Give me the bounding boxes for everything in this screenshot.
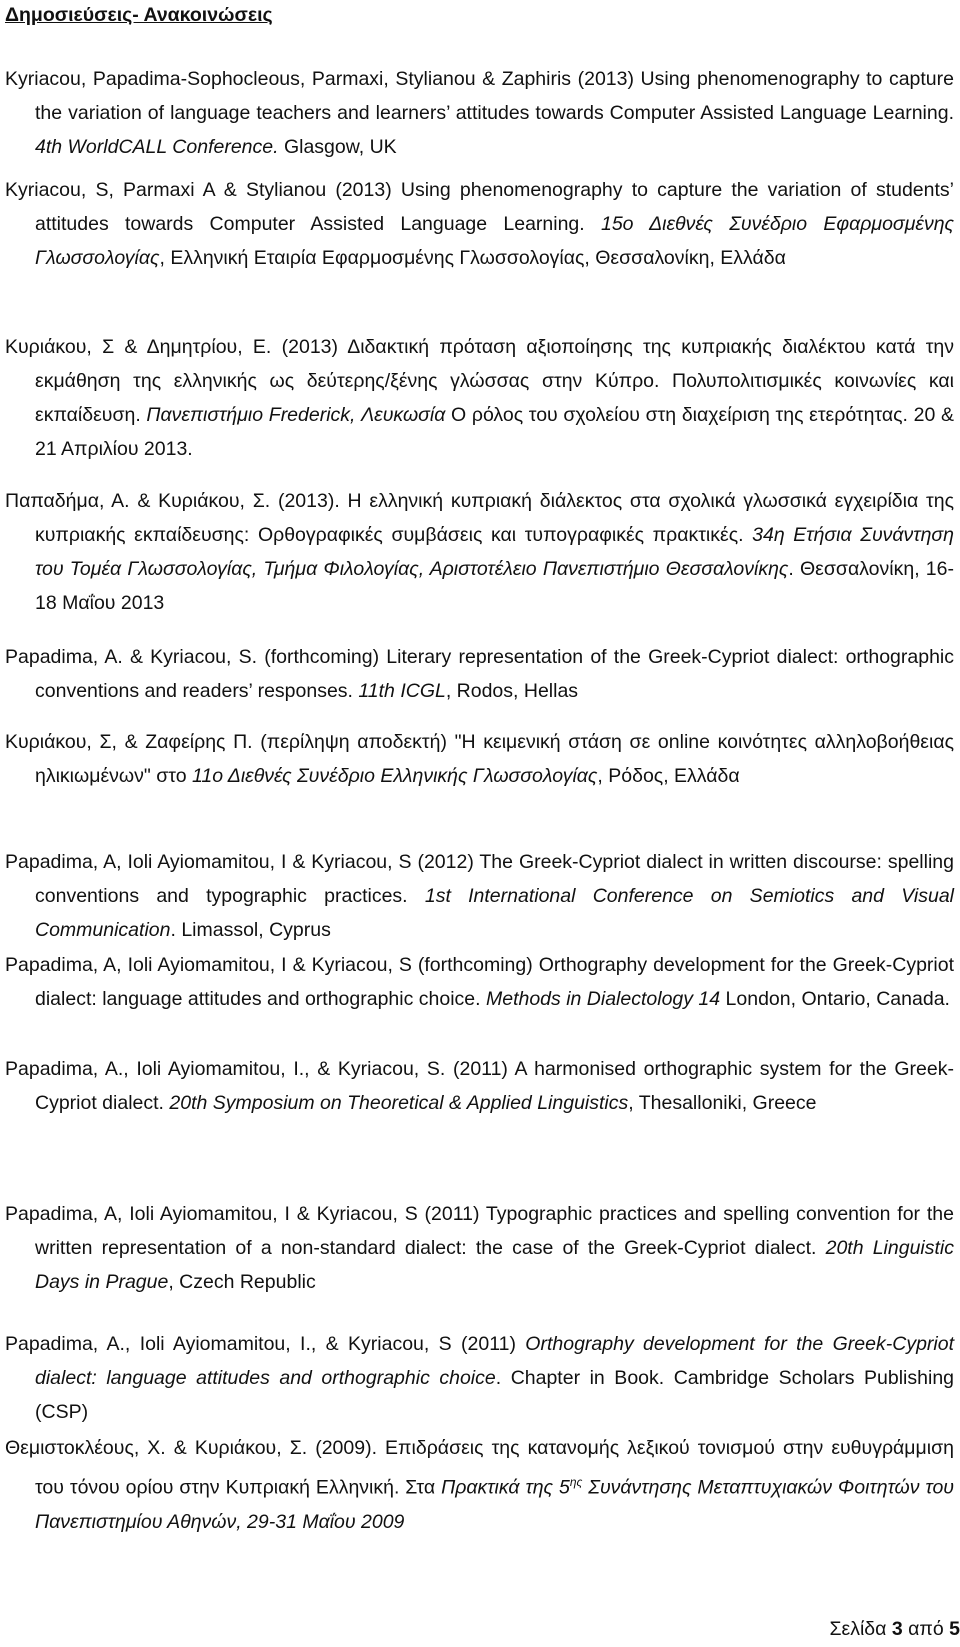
footer-page-number: 3 [891,1618,903,1640]
entry-tail: . Limassol, Cyprus [170,919,331,941]
entry-venue: Orthography development for the Greek-Cypriot dialect: language attitudes and orthographic choice [35,1333,954,1389]
publication-entry [5,1197,954,1299]
page-footer [829,1618,960,1641]
entry-tail: , Ελληνική Εταιρία Εφαρμοσμένης Γλωσσολογίας, Θεσσαλονίκη, Ελλάδα [159,247,786,269]
entry-tail: London, Ontario, Canada. [720,988,950,1010]
publication-entry [5,640,954,708]
entry-tail: Glasgow, UK [278,136,397,158]
entry-tail: , Rodos, Hellas [445,680,579,702]
entry-tail: . Chapter in Book. Cambridge Scholars Publishing (CSP) [35,1367,955,1423]
publication-entry [5,1327,954,1429]
entry-tail: , Ρόδος, Ελλάδα [597,765,740,787]
publication-entry [5,330,954,466]
publication-entry [5,845,954,947]
footer-page-total: 5 [949,1618,960,1640]
entry-venue: 11ο Διεθνές Συνέδριο Ελληνικής Γλωσσολογίας [191,765,598,787]
entry-text: Papadima, A., Ioli Ayiomamitou, I., & Kyriacou, S (2011) [5,1333,526,1355]
page-title: Δημοσιεύσεις- Ανακοινώσεις [5,4,273,26]
entry-venue: Πρακτικά της 5 [441,1476,570,1499]
publication-entry [5,484,954,620]
entry-text: Papadima, A, Ioli Ayiomamitou, I & Kyriacou, S (2011) Typographic practices and spelling convention for the written representation of a non-standard dialect: the case of the Greek-Cypriot dialect. [5,1203,954,1259]
entry-tail: , Thesalloniki, Greece [628,1092,817,1114]
entry-tail: Ο ρόλος του σχολείου στη διαχείριση της ετερότητας. 20 & 21 Απριλίου 2013. [35,404,954,460]
entry-text: Papadima, A. & Kyriacou, S. (forthcoming) Literary representation of the Greek-Cypriot dialect: orthographic conventions and readers’ responses. [5,646,954,702]
publication-entry [5,725,954,793]
entry-text: Papadima, A, Ioli Ayiomamitou, I & Kyriacou, S (forthcoming) Orthography development for the Greek-Cypriot dialect: language attitudes and orthographic choice. [5,954,954,1010]
entry-venue: 4th WorldCALL Conference. [35,136,279,158]
footer-prefix: Σελίδα [829,1618,892,1640]
entry-text: Θεμιστοκλέους, Χ. & Κυριάκου, Σ. (2009). Επιδράσεις της κατανομής λεξικού τονισμού στην ευθυγράμμιση του τόνου ορίου στην Κυπριακή Ελληνική. Στα [5,1437,954,1499]
publication-entry [5,948,954,1016]
entry-venue: 34η Ετήσια Συνάντηση του Τομέα Γλωσσολογίας, Τμήμα Φιλολογίας, Αριστοτέλειο Πανεπιστήμιο Θεσσαλονίκης [35,524,955,580]
entry-venue: 11th ICGL [358,680,446,702]
publication-entry [5,1431,954,1539]
entry-text: Κυριάκου, Σ, & Ζαφείρης Π. (περίληψη αποδεκτή) "Η κειμενική στάση σε online κοινότητες αλληλοβοήθειας ηλικιωμένων" στο [5,731,954,787]
entry-text: Κυριάκου, Σ & Δημητρίου, Ε. (2013) Διδακτική πρόταση αξιοποίησης της κυπριακής διαλέκτου κατά την εκμάθηση της ελληνικής ως δεύτερης/ξένης γλώσσας στην Κύπρο. Πολυπολιτισμικές κοινωνίες και εκπαίδευση. [5,336,954,426]
entry-text: Kyriacou, Papadima-Sophocleous, Parmaxi, Stylianou & Zaphiris (2013) Using phenomenography to capture the variation of language teachers and learners’ attitudes towards Computer Assisted Language Learning. [5,68,954,124]
entry-venue: Methods in Dialectology 14 [485,988,721,1010]
entry-venue-continued: Συνάντησης Μεταπτυχιακών Φοιτητών του Πανεπιστημίου Αθηνών, 29-31 Μαΐου 2009 [35,1476,955,1533]
publication-entry [5,1052,954,1120]
publication-entry [5,62,954,164]
entry-text: Kyriacou, S, Parmaxi A & Stylianou (2013) Using phenomenography to capture the variation of students’ attitudes towards Computer Assisted Language Learning. [5,179,954,235]
entry-text: Papadima, A, Ioli Ayiomamitou, I & Kyriacou, S (2012) The Greek-Cypriot dialect in written discourse: spelling conventions and typographic practices. [5,851,954,907]
footer-middle: από [902,1618,950,1640]
entry-venue: 15ο Διεθνές Συνέδριο Εφαρμοσμένης Γλωσσολογίας [35,213,955,269]
entry-text: Papadima, A., Ioli Ayiomamitou, I., & Kyriacou, S. (2011) A harmonised orthographic system for the Greek-Cypriot dialect. [5,1058,954,1114]
publication-entry [5,173,954,275]
entry-venue: Πανεπιστήμιο Frederick, Λευκωσία [146,404,446,426]
entry-venue: 20th Symposium on Theoretical & Applied Linguistics [169,1092,629,1114]
entry-superscript: ης [569,1475,583,1489]
entry-text: Παπαδήμα, Α. & Κυριάκου, Σ. (2013). Η ελληνική κυπριακή διάλεκτος στα σχολικά γλωσσικά εγχειρίδια της κυπριακής εκπαίδευσης: Ορθογραφικές συμβάσεις και τυπογραφικές πρακτικές. [5,490,954,546]
entry-tail: . Θεσσαλονίκη, 16-18 Μαΐου 2013 [35,558,954,614]
entry-venue: 1st International Conference on Semiotics and Visual Communication [35,885,954,941]
entry-venue: 20th Linguistic Days in Prague [35,1237,954,1293]
entry-tail: , Czech Republic [168,1271,316,1293]
